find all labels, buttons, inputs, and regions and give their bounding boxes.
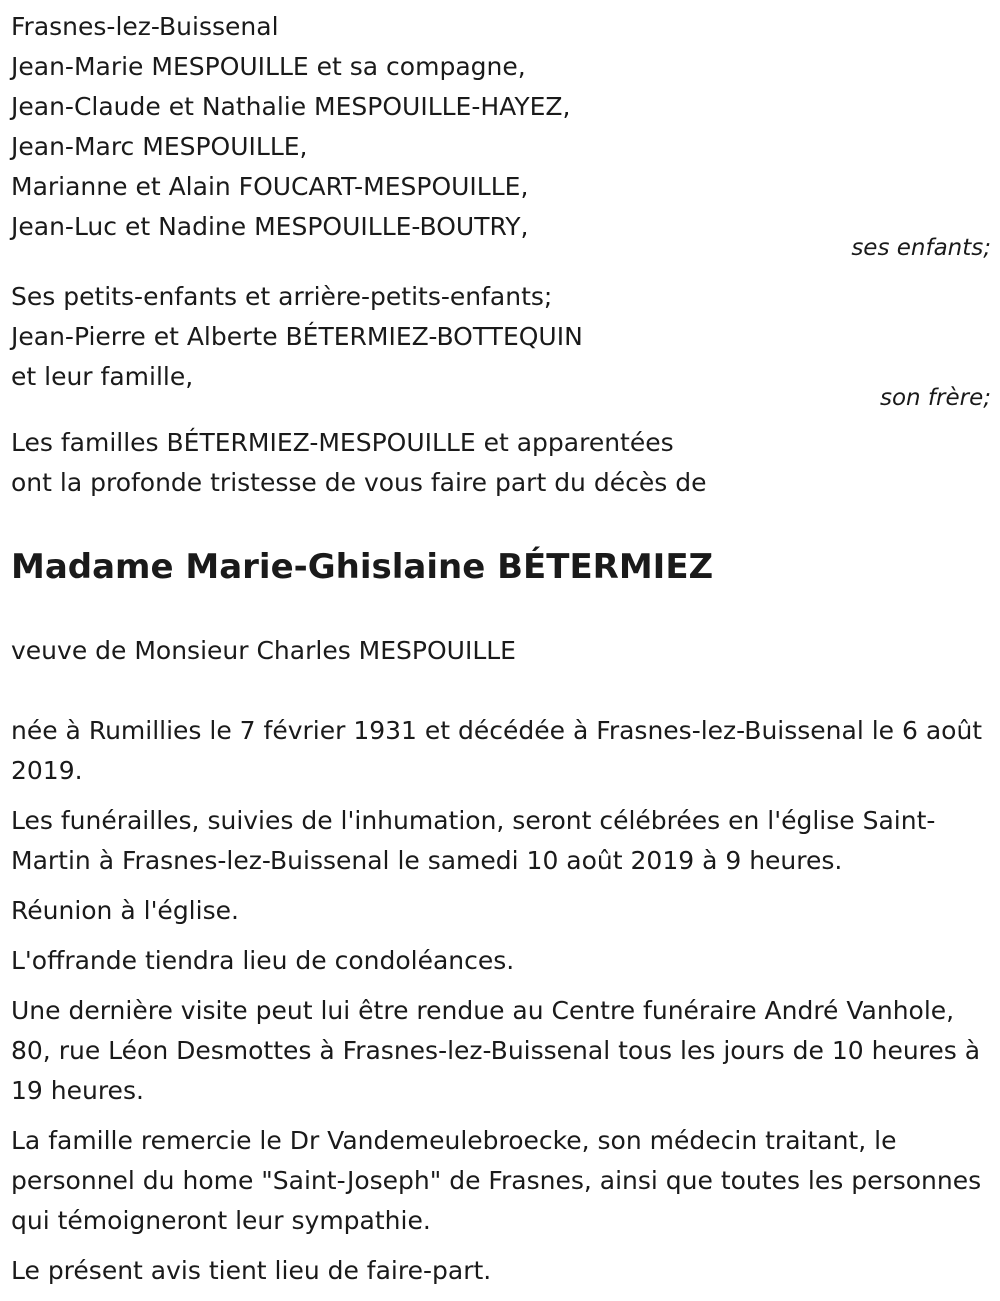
notice-statement: Le présent avis tient lieu de faire-part. — [11, 1256, 492, 1285]
child-entry: Jean-Claude et Nathalie MESPOUILLE-HAYEZ, — [11, 92, 571, 121]
families-block — [11, 423, 991, 503]
families-line: Les familles BÉTERMIEZ-MESPOUILLE et apparentées — [11, 428, 674, 457]
family-thanks: La famille remercie le Dr Vandemeulebroecke, son médecin traitant, le personnel du home "Saint-Joseph" de Frasnes, ainsi que toutes les personnes qui témoigneront leur sympathie. — [11, 1126, 982, 1235]
obituary-notice — [11, 7, 991, 1291]
announcement-line: ont la profonde tristesse de vous faire part du décès de — [11, 468, 707, 497]
funeral-details: Les funérailles, suivies de l'inhumation, seront célébrées en l'église Saint-Martin à Frasnes-lez-Buissenal le samedi 10 août 2019 à 9 heures. — [11, 806, 936, 875]
visit-details: Une dernière visite peut lui être rendue au Centre funéraire André Vanhole, 80, rue Léon Desmottes à Frasnes-lez-Buissenal tous les jours de 10 heures à 19 heures. — [11, 996, 981, 1105]
widow-of: veuve de Monsieur Charles MESPOUILLE — [11, 636, 516, 665]
brother-entry: Jean-Pierre et Alberte BÉTERMIEZ-BOTTEQUIN — [11, 322, 583, 351]
offering-note: L'offrande tiendra lieu de condoléances. — [11, 946, 515, 975]
town-name: Frasnes-lez-Buissenal — [11, 12, 279, 41]
children-list — [11, 47, 991, 247]
birth-death-dates: née à Rumillies le 7 février 1931 et décédée à Frasnes-lez-Buissenal le 6 août 2019. — [11, 716, 983, 785]
relatives-block — [11, 277, 991, 397]
child-entry: Jean-Marie MESPOUILLE et sa compagne, — [11, 52, 526, 81]
children-role: ses enfants; — [851, 235, 991, 261]
child-entry: Jean-Marc MESPOUILLE, — [11, 132, 308, 161]
brother-family: et leur famille, — [11, 362, 194, 391]
grandchildren-line: Ses petits-enfants et arrière-petits-enfants; — [11, 282, 553, 311]
child-entry: Marianne et Alain FOUCART-MESPOUILLE, — [11, 172, 529, 201]
child-entry: Jean-Luc et Nadine MESPOUILLE-BOUTRY, — [11, 212, 529, 241]
brother-role: son frère; — [879, 385, 991, 411]
meeting-place: Réunion à l'église. — [11, 896, 239, 925]
deceased-name: Madame Marie-Ghislaine BÉTERMIEZ — [11, 547, 714, 587]
